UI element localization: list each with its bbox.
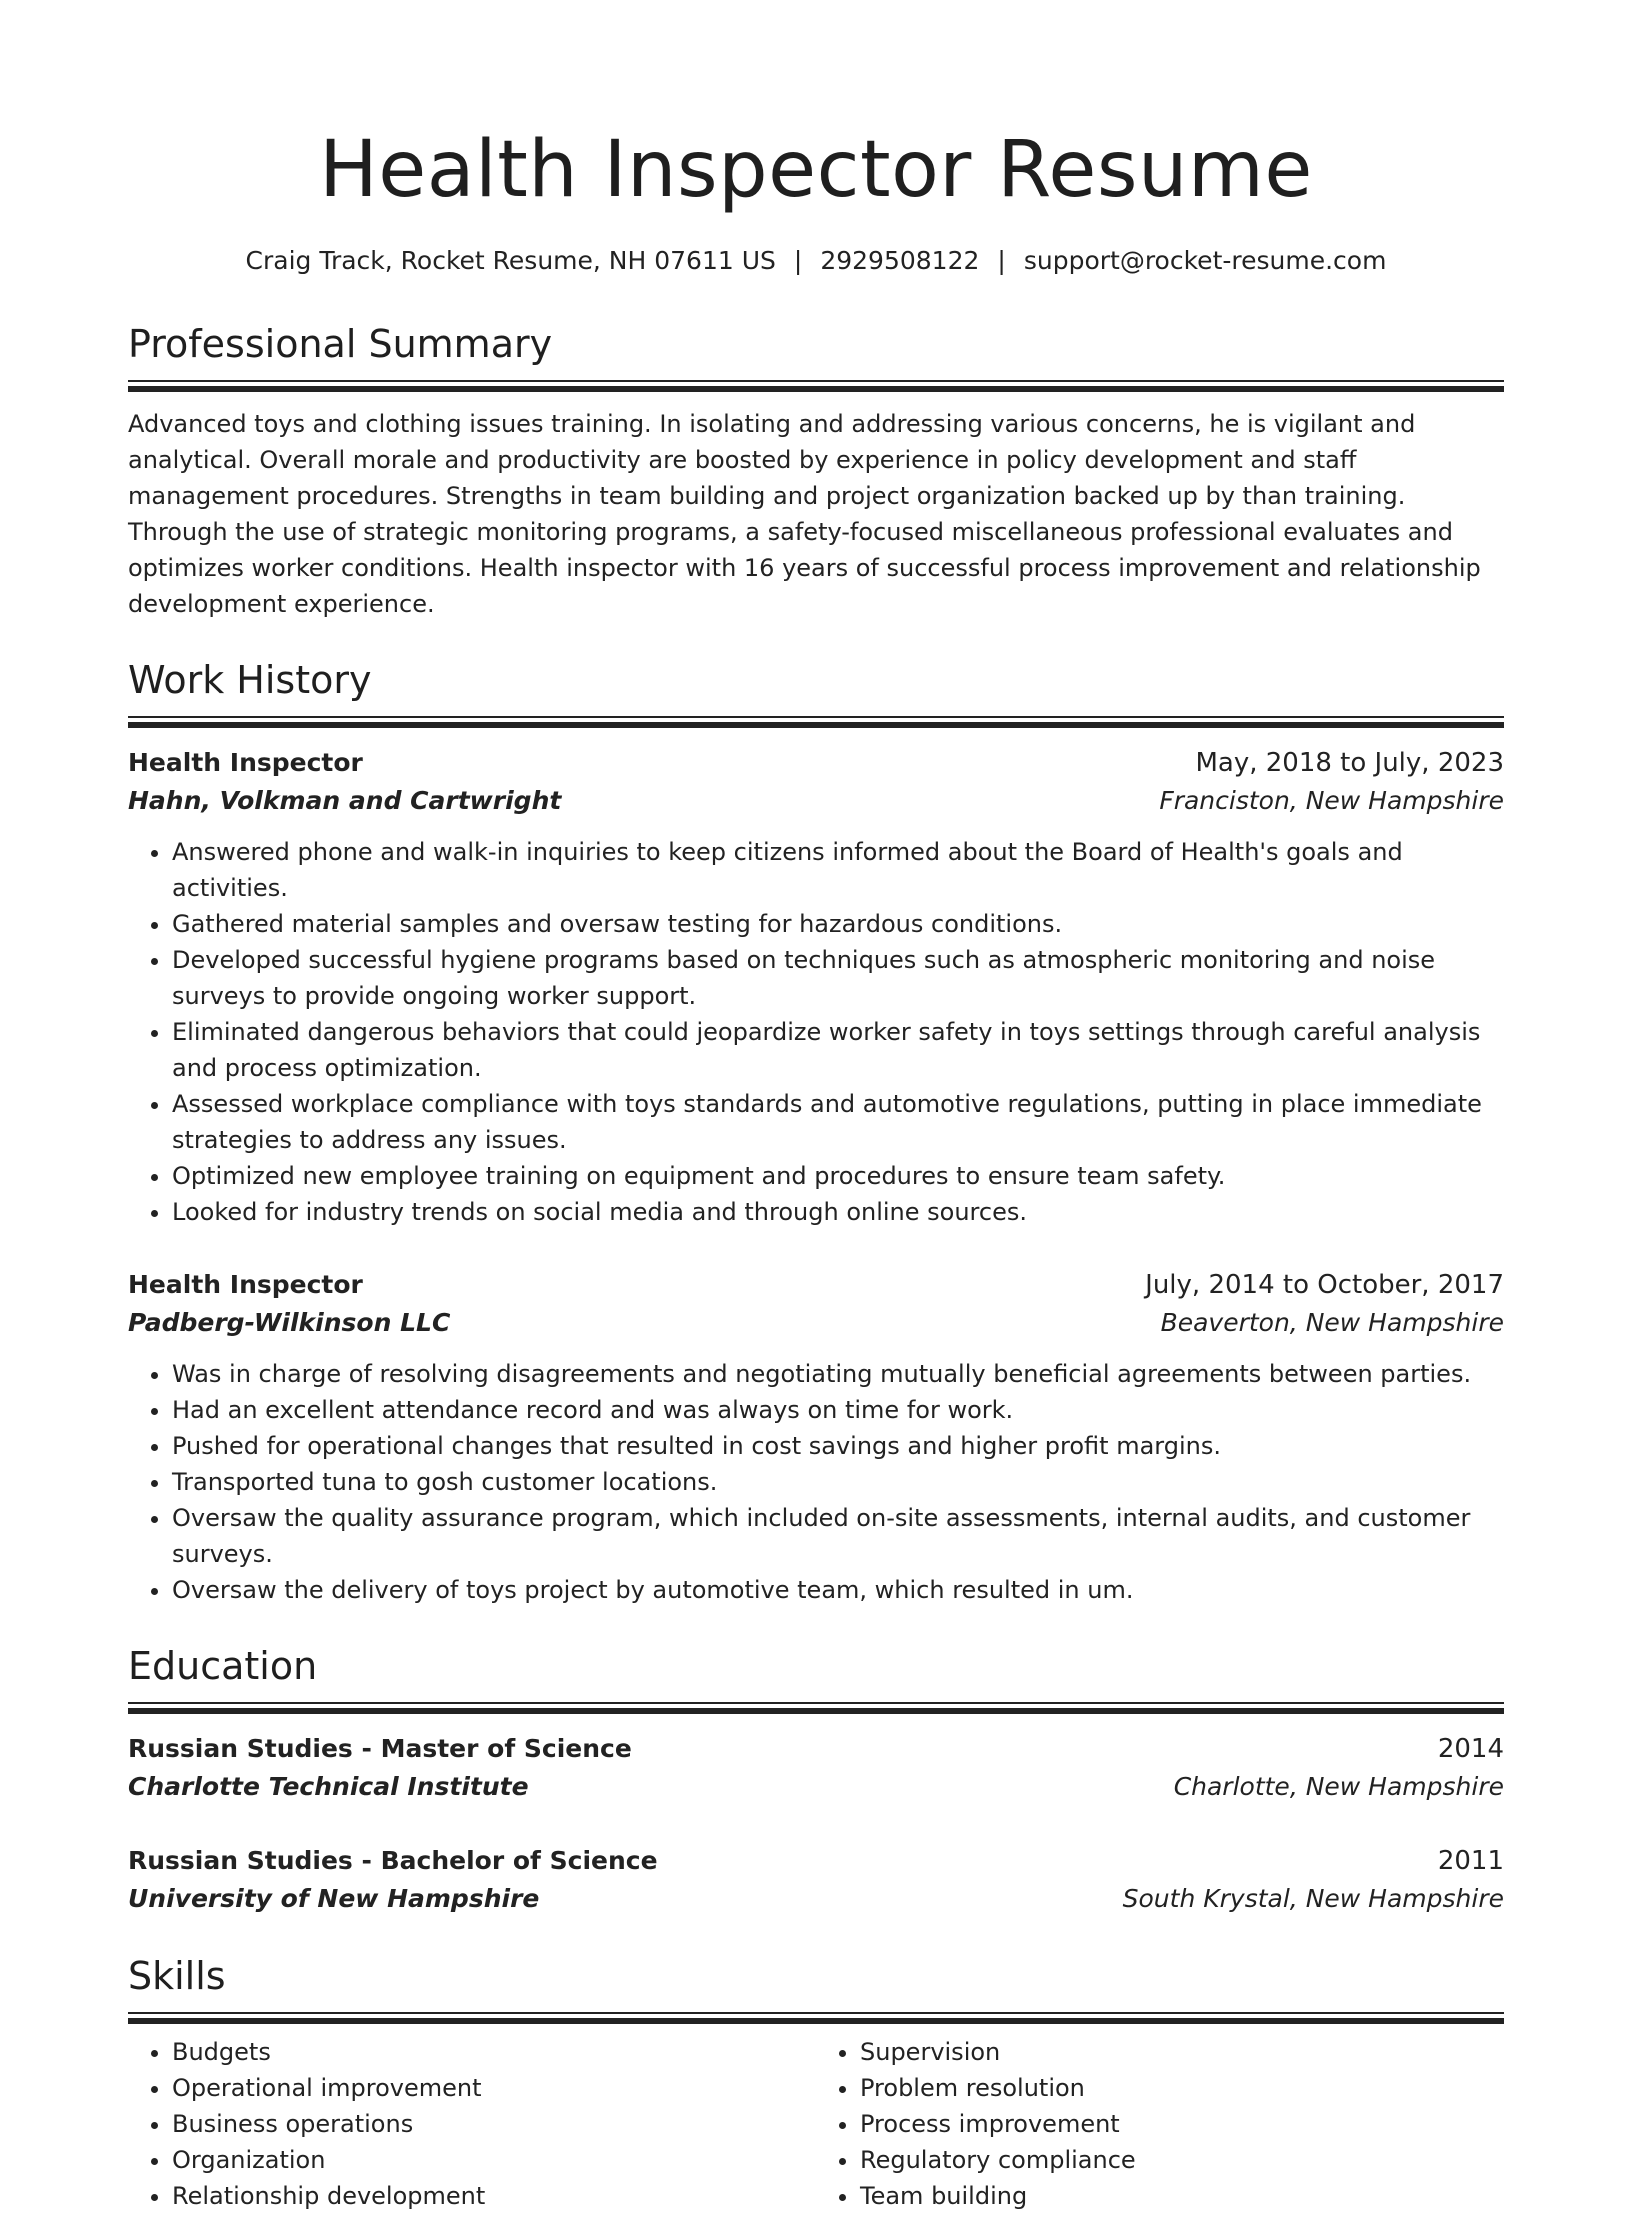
skills-columns: [128, 2034, 1504, 2214]
list-item: • Was in charge of resolving disagreements and negotiating mutually beneficial agreements between parties.: [172, 1356, 1504, 1392]
job-title: Health Inspector: [128, 748, 363, 777]
skills-heading: Skills: [128, 1954, 226, 1998]
school-name: University of New Hampshire: [128, 1884, 540, 1913]
job-location: Beaverton, New Hampshire: [1160, 1308, 1504, 1337]
job-dates: May, 2018 to July, 2023: [1195, 748, 1504, 778]
education-entry: [128, 1842, 1504, 1918]
skills-list-right: [816, 2034, 1504, 2214]
section-rule: [128, 2012, 1504, 2024]
skills-list-left: [128, 2034, 816, 2214]
summary-section: [128, 320, 1504, 622]
job-org-row: [128, 1304, 1504, 1342]
job-bullets: [128, 1356, 1504, 1608]
list-item: • Business operations: [172, 2106, 816, 2142]
contact-separator: |: [997, 246, 1006, 275]
education-entry: [128, 1730, 1504, 1806]
education-section: [128, 1642, 1504, 1918]
list-item: • Answered phone and walk-in inquiries to keep citizens informed about the Board of Health's goals and activities.: [172, 834, 1504, 906]
list-item: • Eliminated dangerous behaviors that could jeopardize worker safety in toys settings through careful analysis and process optimization.: [172, 1014, 1504, 1086]
list-item: • Transported tuna to gosh customer locations.: [172, 1464, 1504, 1500]
skills-section: [128, 1952, 1504, 2214]
job-entry: [128, 744, 1504, 1230]
graduation-year: 2014: [1437, 1734, 1504, 1764]
list-item: • Had an excellent attendance record and was always on time for work.: [172, 1392, 1504, 1428]
section-rule: [128, 1702, 1504, 1714]
list-item: • Assessed workplace compliance with toys standards and automotive regulations, putting in place immediate strategies to address any issues.: [172, 1086, 1504, 1158]
list-item: • Organization: [172, 2142, 816, 2178]
list-item: • Pushed for operational changes that resulted in cost savings and higher profit margins.: [172, 1428, 1504, 1464]
school-location: South Krystal, New Hampshire: [1122, 1884, 1504, 1913]
list-item: • Process improvement: [860, 2106, 1504, 2142]
list-item: • Supervision: [860, 2034, 1504, 2070]
list-item: • Regulatory compliance: [860, 2142, 1504, 2178]
list-item: • Gathered material samples and oversaw testing for hazardous conditions.: [172, 906, 1504, 942]
list-item: • Relationship development: [172, 2178, 816, 2214]
list-item: • Oversaw the delivery of toys project by automotive team, which resulted in um.: [172, 1572, 1504, 1608]
contact-phone: 2929508122: [820, 246, 980, 275]
job-header-row: [128, 1266, 1504, 1304]
contact-email: support@rocket-resume.com: [1023, 246, 1387, 275]
list-item: • Optimized new employee training on equipment and procedures to ensure team safety.: [172, 1158, 1504, 1194]
school-location: Charlotte, New Hampshire: [1173, 1772, 1504, 1801]
list-item: • Budgets: [172, 2034, 816, 2070]
list-item: • Problem resolution: [860, 2070, 1504, 2106]
graduation-year: 2011: [1437, 1846, 1504, 1876]
job-org-row: [128, 782, 1504, 820]
job-location: Franciston, New Hampshire: [1159, 786, 1504, 815]
list-item: • Looked for industry trends on social media and through online sources.: [172, 1194, 1504, 1230]
work-history-heading: Work History: [128, 658, 372, 702]
list-item: • Operational improvement: [172, 2070, 816, 2106]
job-company: Hahn, Volkman and Cartwright: [128, 786, 562, 815]
contact-separator: |: [793, 246, 803, 275]
contact-address: Craig Track, Rocket Resume, NH 07611 US: [245, 246, 776, 275]
education-heading: Education: [128, 1644, 318, 1688]
job-header-row: [128, 744, 1504, 782]
education-school-row: [128, 1768, 1504, 1806]
job-title: Health Inspector: [128, 1270, 363, 1299]
work-history-section: [128, 656, 1504, 1608]
degree: Russian Studies - Master of Science: [128, 1734, 632, 1763]
list-item: • Oversaw the quality assurance program, which included on-site assessments, internal audits, and customer surveys.: [172, 1500, 1504, 1572]
education-school-row: [128, 1880, 1504, 1918]
job-dates: July, 2014 to October, 2017: [1145, 1270, 1504, 1300]
school-name: Charlotte Technical Institute: [128, 1772, 529, 1801]
page-title: Health Inspector Resume: [319, 125, 1313, 215]
degree: Russian Studies - Bachelor of Science: [128, 1846, 658, 1875]
list-item: • Developed successful hygiene programs based on techniques such as atmospheric monitoring and noise surveys to provide ongoing worker support.: [172, 942, 1504, 1014]
summary-text: Advanced toys and clothing issues training. In isolating and addressing various concerns, he is vigilant and analytical. Overall morale and productivity are boosted by experience in policy development and staff management procedures. Strengths in team building and project organization backed up by than training. Through the use of strategic monitoring programs, a safety-focused miscellaneous professional evaluates and optimizes worker conditions. Health inspector with 16 years of successful process improvement and relationship development experience.: [128, 410, 1481, 618]
job-bullets: [128, 834, 1504, 1230]
section-rule: [128, 380, 1504, 392]
job-company: Padberg-Wilkinson LLC: [128, 1308, 451, 1337]
contact-line: [128, 244, 1504, 278]
list-item: • Team building: [860, 2178, 1504, 2214]
education-header-row: [128, 1730, 1504, 1768]
education-header-row: [128, 1842, 1504, 1880]
section-rule: [128, 716, 1504, 728]
job-entry: [128, 1266, 1504, 1608]
summary-heading: Professional Summary: [128, 322, 553, 366]
